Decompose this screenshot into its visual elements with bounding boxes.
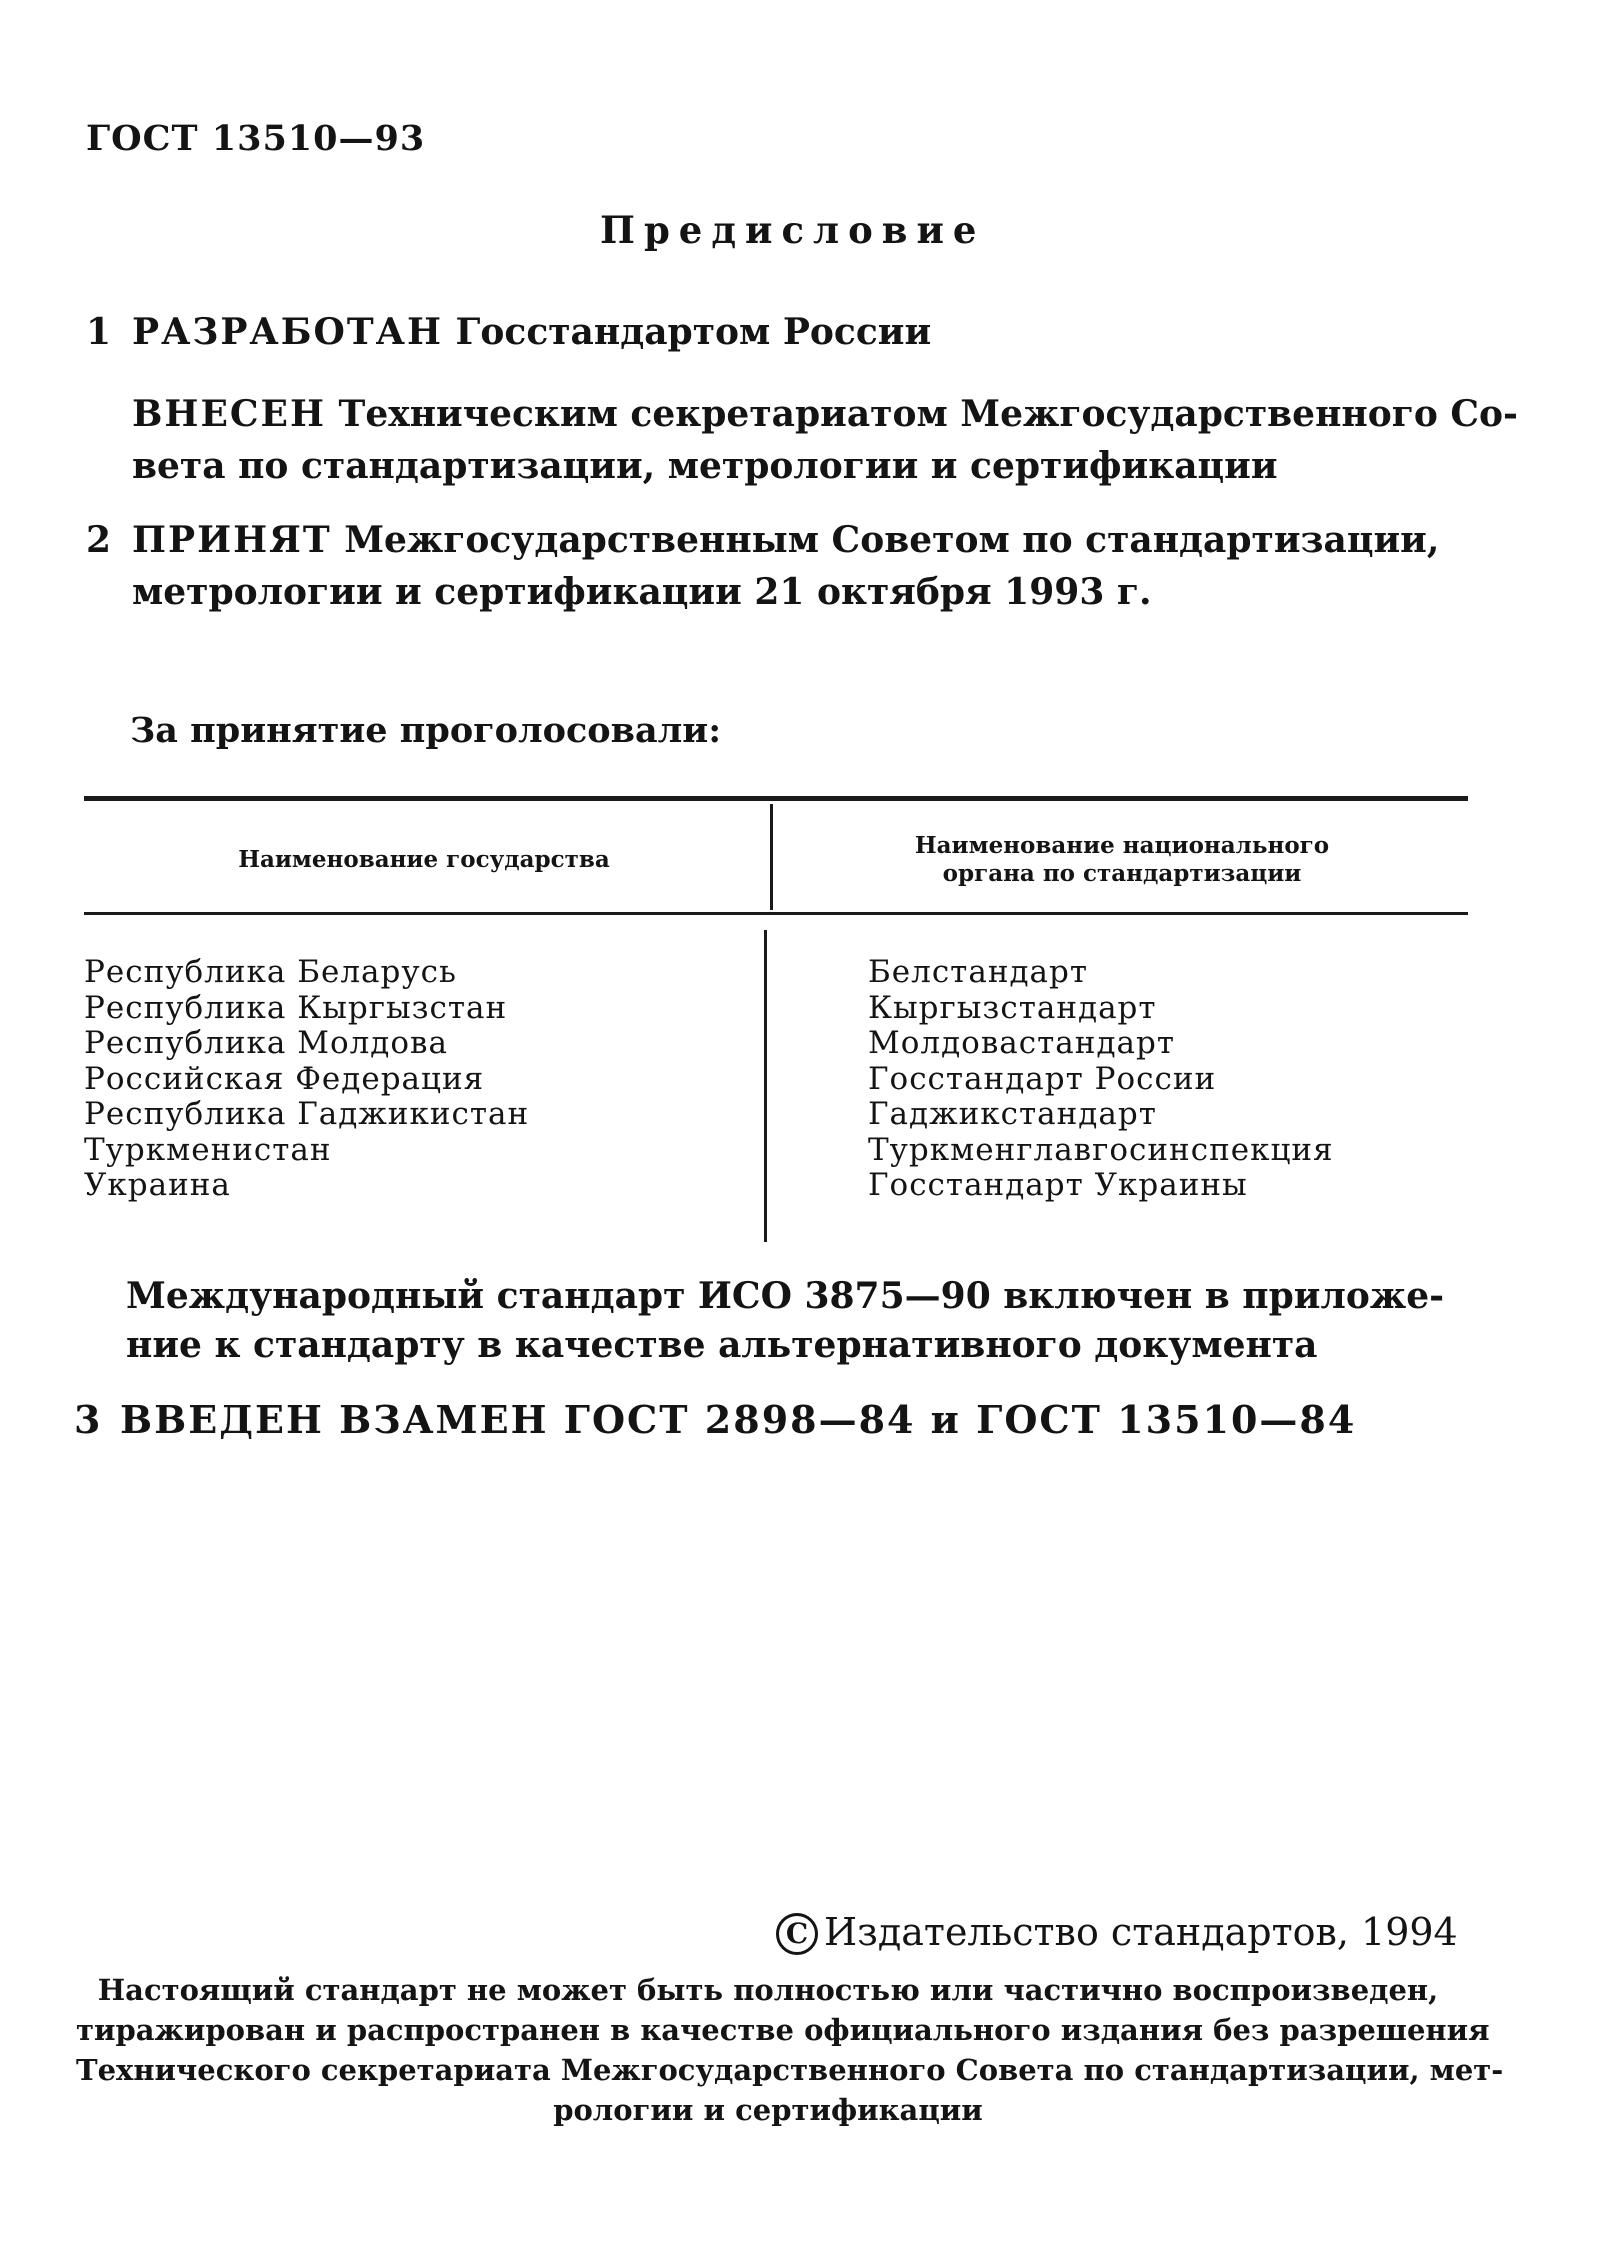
item-1b-lead: ВНЕСЕН <box>132 393 326 435</box>
item-2-line1-text: Межгосударственным Советом по стандартизации, <box>344 519 1440 561</box>
copyright-line <box>776 1910 1458 1955</box>
table-header-divider <box>770 804 773 910</box>
item-1-number: 1 <box>86 311 112 353</box>
iso-note-line1: Международный стандарт ИСО 3875—90 включен в приложе- <box>126 1275 1445 1317</box>
table-body-column <box>868 955 1334 1204</box>
table-cell-body: Молдовастандарт <box>868 1025 1176 1061</box>
table-cell-country: Республика Беларусь <box>84 954 457 990</box>
item-2-line1 <box>132 514 1439 566</box>
item-3-number: 3 <box>74 1397 103 1442</box>
reproduction-notice <box>76 1970 1504 2130</box>
item-1b-line1 <box>132 388 1518 440</box>
item-2-line2: метрологии и сертификации 21 октября 1993 г. <box>132 571 1152 613</box>
item-1-text <box>132 306 931 358</box>
table-header-body <box>776 832 1468 888</box>
copyright-icon: C <box>776 1913 818 1955</box>
table-cell-body: Гаджикстандарт <box>868 1096 1157 1132</box>
item-1b-line1-text: Техническим секретариатом Межгосударственного Со- <box>338 393 1518 435</box>
table-cell-country: Республика Молдова <box>84 1025 448 1061</box>
iso-note <box>126 1272 1444 1370</box>
table-cell-country: Республика Гаджикистан <box>84 1096 530 1132</box>
item-1-body: Госстандартом России <box>455 311 932 353</box>
table-body-divider <box>764 930 767 1242</box>
notice-line3: Технического секретариата Межгосударственного Совета по стандартизации, мет- <box>76 2053 1504 2087</box>
item-1-introduced <box>132 388 1518 492</box>
item-3-text: ВВЕДЕН ВЗАМЕН ГОСТ 2898—84 и ГОСТ 13510—84 <box>120 1397 1357 1442</box>
copyright-text: Издательство стандартов, 1994 <box>824 1910 1458 1954</box>
table-header-body-line1: Наименование национального <box>914 832 1330 859</box>
notice-line2: тиражирован и распространен в качестве официального издания без разрешения <box>76 2013 1490 2047</box>
voted-caption: За принятие проголосовали: <box>130 710 722 751</box>
table-cell-body: Белстандарт <box>868 954 1089 990</box>
table-header-body-line2: органа по стандартизации <box>942 860 1302 887</box>
foreword-title: Предисловие <box>600 208 986 252</box>
document-code: ГОСТ 13510—93 <box>86 118 426 159</box>
item-2-text <box>132 514 1439 618</box>
iso-note-line2: ние к стандарту в качестве альтернативного документа <box>126 1324 1318 1366</box>
table-top-rule <box>84 796 1468 801</box>
table-cell-body: Туркменглавгосинспекция <box>868 1131 1334 1168</box>
table-cell-body: Кыргызстандарт <box>868 989 1157 1026</box>
notice-line4: рологии и сертификации <box>553 2093 983 2127</box>
notice-line1: Настоящий стандарт не может быть полностью или частично воспроизведен, <box>97 1973 1439 2007</box>
table-cell-country: Российская Федерация <box>84 1060 485 1097</box>
item-1b-line2: вета по стандартизации, метрологии и сертификации <box>132 445 1278 487</box>
table-header-rule <box>84 912 1468 915</box>
table-cell-country: Республика Кыргызстан <box>84 989 508 1026</box>
table-cell-country: Украина <box>84 1167 231 1203</box>
table-cell-body: Госстандарт России <box>868 1060 1217 1097</box>
table-cell-country: Туркменистан <box>84 1131 332 1168</box>
item-2-number: 2 <box>86 519 112 561</box>
table-country-column <box>84 955 529 1204</box>
item-1-lead: РАЗРАБОТАН <box>132 311 443 353</box>
table-header-country: Наименование государства <box>238 846 610 873</box>
table-cell-body: Госстандарт Украины <box>868 1167 1248 1203</box>
item-2-lead: ПРИНЯТ <box>132 519 332 561</box>
